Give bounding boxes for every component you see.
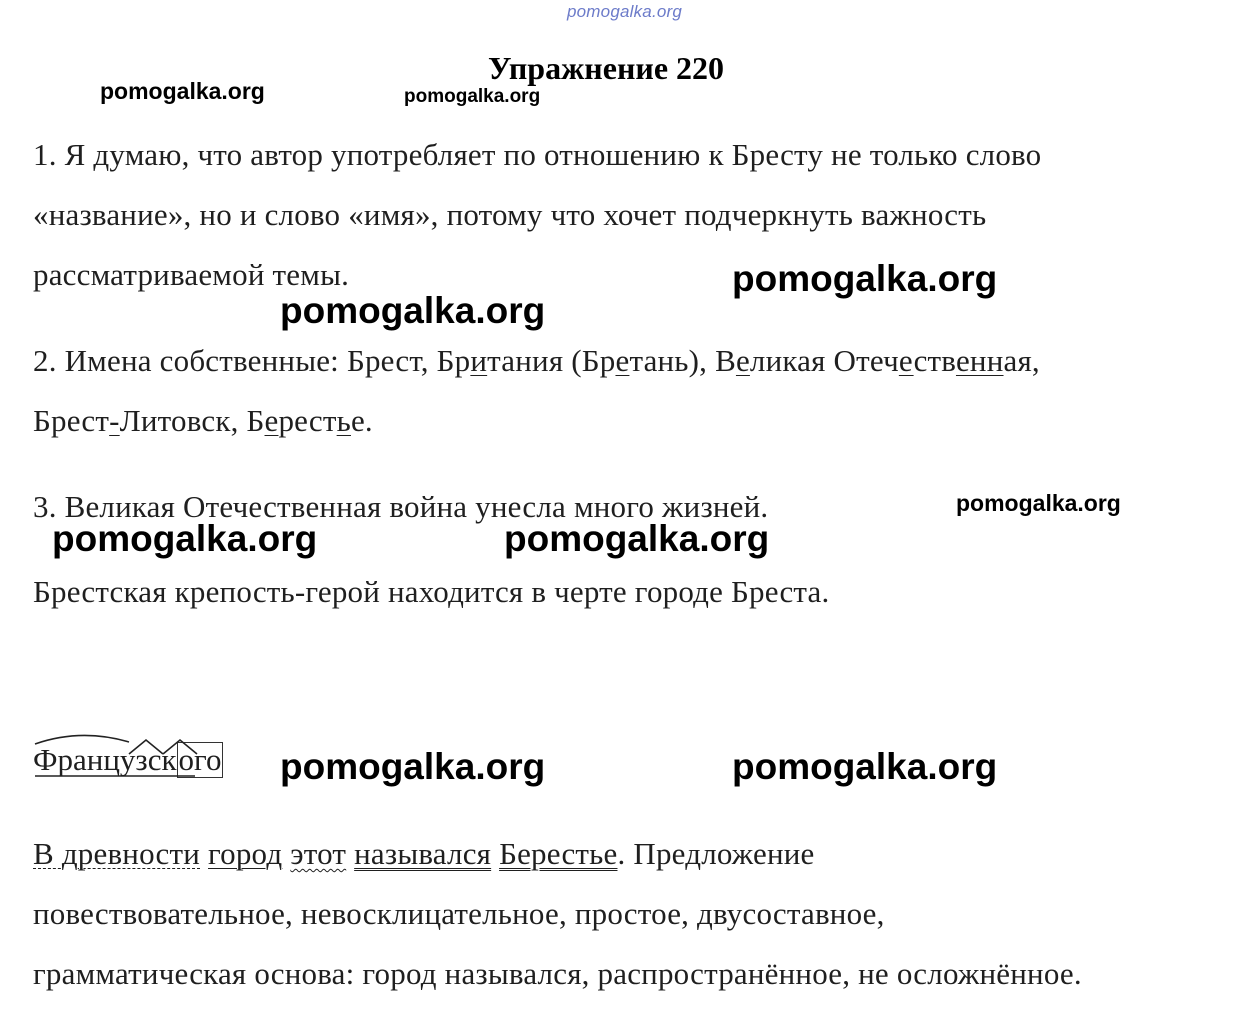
morpheme-suffix: ск bbox=[147, 742, 177, 777]
text-segment: тань), В bbox=[629, 343, 736, 378]
underlined-letter: е bbox=[615, 343, 630, 378]
watermark: pomogalka.org bbox=[504, 518, 770, 559]
answer-1-line-2: «название», но и слово «имя», потому что хочет подчеркнуть важность bbox=[33, 197, 987, 232]
analysis-line-3: грамматическая основа: город назывался, распространённое, не осложнённое. bbox=[33, 956, 1082, 991]
watermark: pomogalka.org bbox=[280, 290, 546, 331]
predicate: назывался bbox=[354, 836, 492, 871]
answer-2-line-1 bbox=[33, 343, 1040, 379]
text-segment: 2. Имена собственные: Брест, Бр bbox=[33, 343, 471, 378]
underlined-letter: и bbox=[470, 343, 488, 378]
text-segment: ств bbox=[913, 343, 956, 378]
text-segment: рест bbox=[278, 403, 337, 438]
morpheme-ending: ого bbox=[178, 742, 222, 777]
answer-3-line-1: 3. Великая Отечественная война унесла много жизней. bbox=[33, 489, 769, 524]
watermark: pomogalka.org bbox=[280, 746, 546, 787]
watermark: pomogalka.org bbox=[732, 258, 998, 299]
text-segment: . Предложение bbox=[617, 836, 815, 871]
watermark: pomogalka.org bbox=[52, 518, 318, 559]
answer-1-line-1: 1. Я думаю, что автор употребляет по отношению к Бресту не только слово bbox=[33, 137, 1042, 172]
underlined-letter: е bbox=[264, 403, 279, 438]
analysis-line-1 bbox=[33, 836, 815, 872]
morpheme-root: Француз bbox=[33, 742, 148, 777]
underlined-letter: е bbox=[898, 343, 914, 378]
morpheme-marks bbox=[33, 734, 248, 794]
morpheme-word bbox=[33, 742, 223, 778]
underlined-letter: е bbox=[735, 343, 750, 378]
suffix-mark bbox=[163, 740, 197, 754]
page-title: Упражнение 220 bbox=[488, 50, 725, 86]
text-segment: Брест bbox=[33, 403, 110, 438]
watermark: pomogalka.org bbox=[956, 490, 1121, 516]
suffix-mark bbox=[129, 740, 163, 754]
underlined-letters: енн bbox=[955, 343, 1004, 378]
answer-2-line-2 bbox=[33, 403, 373, 439]
adverbial-modifier: В древности bbox=[33, 836, 201, 871]
underlined-hyphen: - bbox=[109, 403, 120, 438]
site-link[interactable]: pomogalka.org bbox=[567, 2, 683, 21]
text-segment: тания (Бр bbox=[487, 343, 616, 378]
answer-3-line-2: Брестская крепость-герой находится в черте городе Бреста. bbox=[33, 574, 830, 609]
root-arc bbox=[35, 735, 129, 744]
text-segment: Литовск, Б bbox=[119, 403, 265, 438]
watermark: pomogalka.org bbox=[732, 746, 998, 787]
attribute: этот bbox=[290, 836, 347, 871]
text-segment: е. bbox=[350, 403, 373, 438]
underlined-letter: ь bbox=[336, 403, 351, 438]
text-segment: ликая Отеч bbox=[749, 343, 899, 378]
answer-1-line-3: рассматриваемой темы. bbox=[33, 257, 350, 292]
morpheme-analysis bbox=[33, 742, 223, 778]
watermark: pomogalka.org bbox=[100, 78, 265, 104]
analysis-line-2: повествовательное, невосклицательное, простое, двусоставное, bbox=[33, 896, 885, 931]
watermark: pomogalka.org bbox=[404, 86, 541, 107]
text-segment: ая, bbox=[1003, 343, 1040, 378]
subject: город bbox=[208, 836, 283, 871]
predicate-part: Берестье bbox=[499, 836, 618, 871]
